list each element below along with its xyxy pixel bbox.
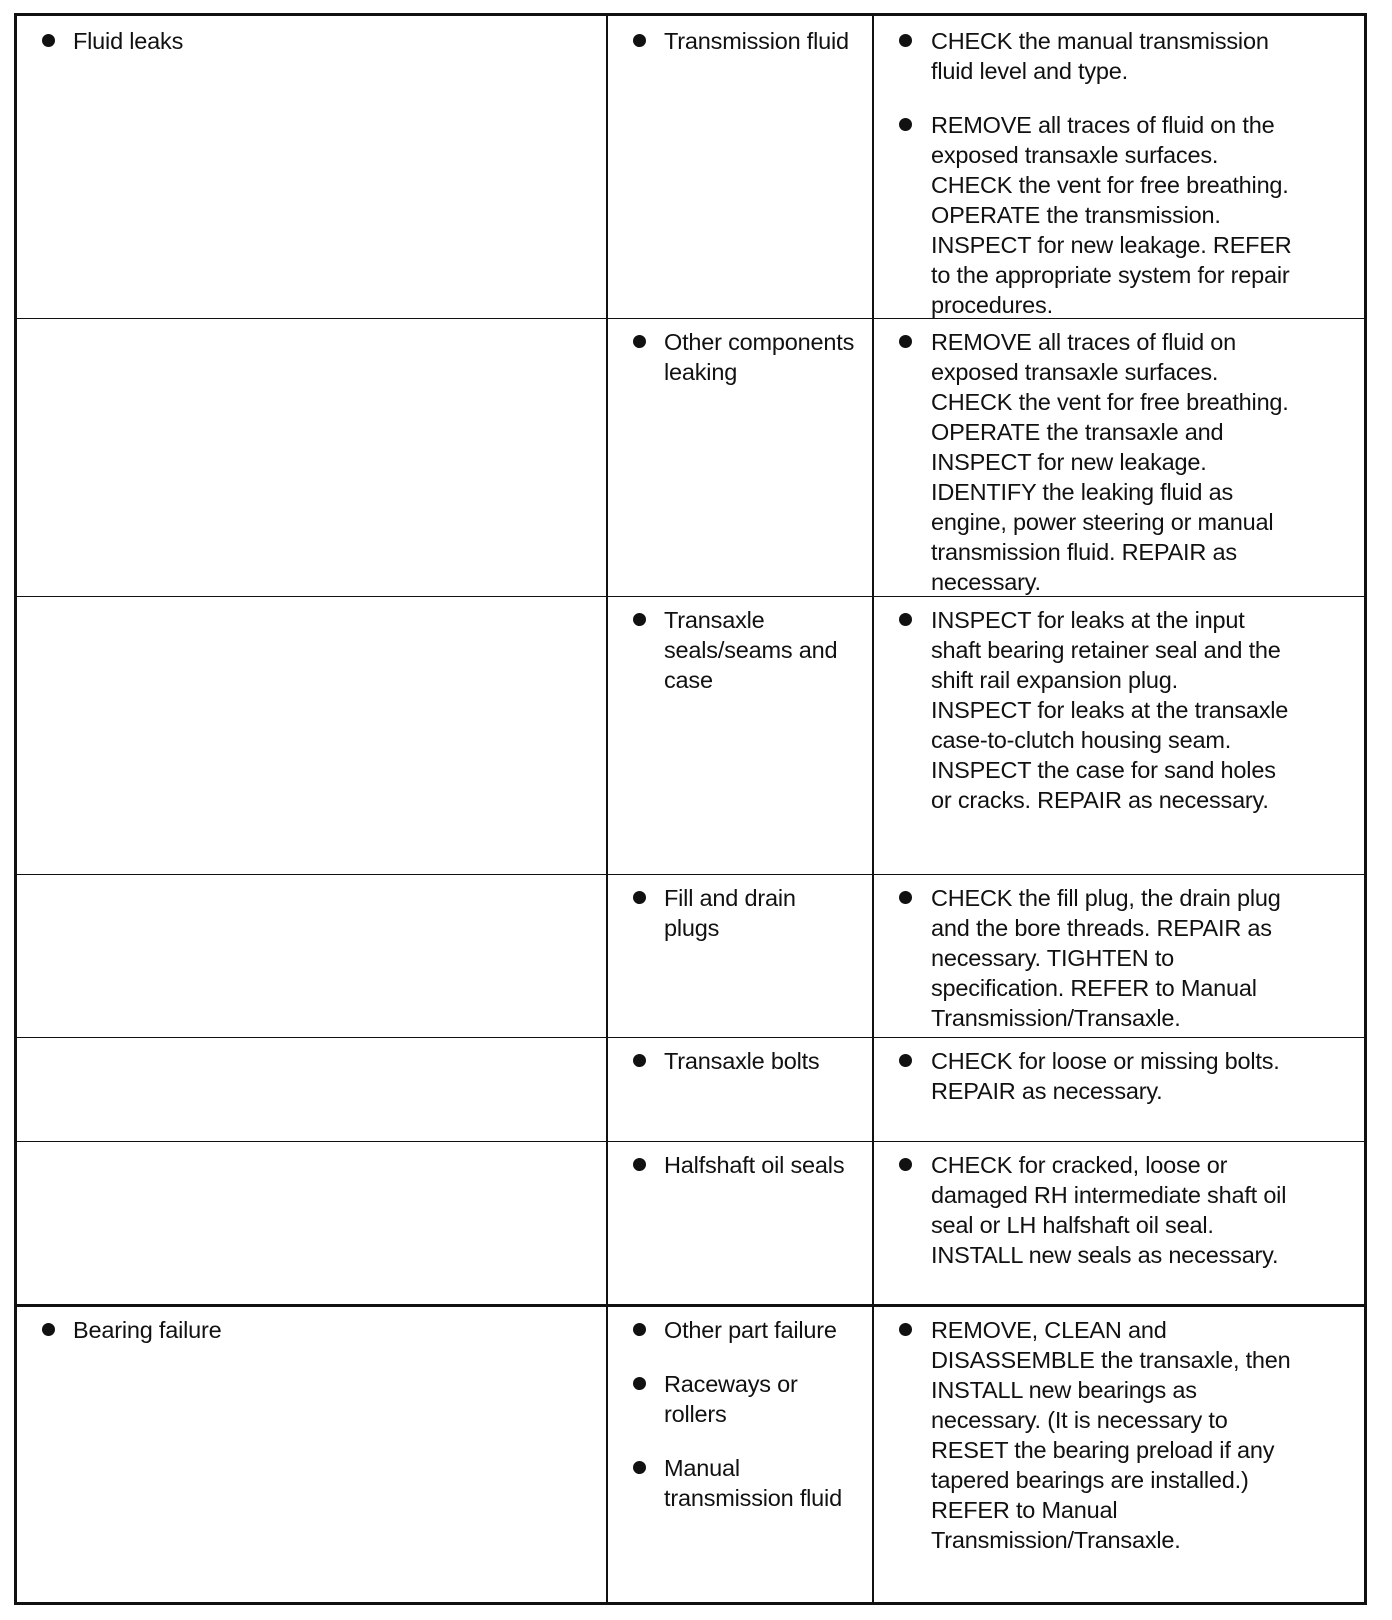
source-cell: [608, 597, 884, 875]
table-row: [17, 596, 1364, 875]
source-text: Halfshaft oil seals: [608, 1150, 884, 1180]
source-cell: [608, 1038, 884, 1142]
action-cell: [874, 1038, 1340, 1142]
source-text: Manual transmission fluid: [608, 1453, 884, 1513]
action-text: INSPECT for leaks at the input shaft bearing retainer seal and the shift rail expansion plug. INSPECT for leaks at the transaxle case-to-clutch housing seam. INSPECT the case for sand holes or cracks. REPAIR as necessary.: [874, 605, 1340, 815]
action-text: CHECK the fill plug, the drain plug and the bore threads. REPAIR as necessary. TIGHTEN to specification. REFER to Manual Transmission/Transaxle.: [874, 883, 1340, 1033]
condition-cell: [17, 1307, 628, 1602]
source-text: Other part failure: [608, 1315, 884, 1345]
source-cell: [608, 875, 884, 1038]
source-cell: [608, 16, 884, 319]
action-text: REMOVE all traces of fluid on the exposed transaxle surfaces. CHECK the vent for free breathing. OPERATE the transmission. INSPECT for new leakage. REFER to the appropriate system for repair procedures.: [874, 110, 1340, 320]
action-cell: [874, 875, 1340, 1038]
table-row: [17, 16, 1364, 319]
condition-text: Bearing failure: [17, 1315, 628, 1345]
action-cell: [874, 597, 1340, 875]
action-text: CHECK the manual transmission fluid level and type.: [874, 26, 1340, 86]
diagnosis-table: [14, 13, 1367, 1605]
table-row: [17, 318, 1364, 597]
table-row: [17, 1037, 1364, 1142]
action-cell: [874, 1307, 1340, 1602]
action-text: REMOVE all traces of fluid on exposed transaxle surfaces. CHECK the vent for free breathing. OPERATE the transaxle and INSPECT for new leakage. IDENTIFY the leaking fluid as engine, power steering or manual transmission fluid. REPAIR as necessary.: [874, 327, 1340, 597]
action-cell: [874, 319, 1340, 597]
source-text: Transaxle seals/seams and case: [608, 605, 884, 695]
source-text: Fill and drain plugs: [608, 883, 884, 943]
source-text: Transaxle bolts: [608, 1046, 884, 1076]
source-cell: [608, 319, 884, 597]
condition-cell: [17, 16, 628, 319]
action-cell: [874, 16, 1340, 319]
action-text: CHECK for cracked, loose or damaged RH intermediate shaft oil seal or LH halfshaft oil seal. INSTALL new seals as necessary.: [874, 1150, 1340, 1270]
action-text: CHECK for loose or missing bolts. REPAIR as necessary.: [874, 1046, 1340, 1106]
table-row: [17, 1304, 1364, 1602]
action-text: REMOVE, CLEAN and DISASSEMBLE the transaxle, then INSTALL new bearings as necessary. (It is necessary to RESET the bearing preload if any tapered bearings are installed.) REFER to Manual Transmission/Transaxle.: [874, 1315, 1340, 1555]
table-row: [17, 874, 1364, 1038]
source-text: Transmission fluid: [608, 26, 884, 56]
action-cell: [874, 1142, 1340, 1305]
source-text: Raceways or rollers: [608, 1369, 884, 1429]
source-text: Other components leaking: [608, 327, 884, 387]
source-cell: [608, 1307, 884, 1602]
source-cell: [608, 1142, 884, 1305]
table-row: [17, 1141, 1364, 1305]
condition-text: Fluid leaks: [17, 26, 628, 56]
